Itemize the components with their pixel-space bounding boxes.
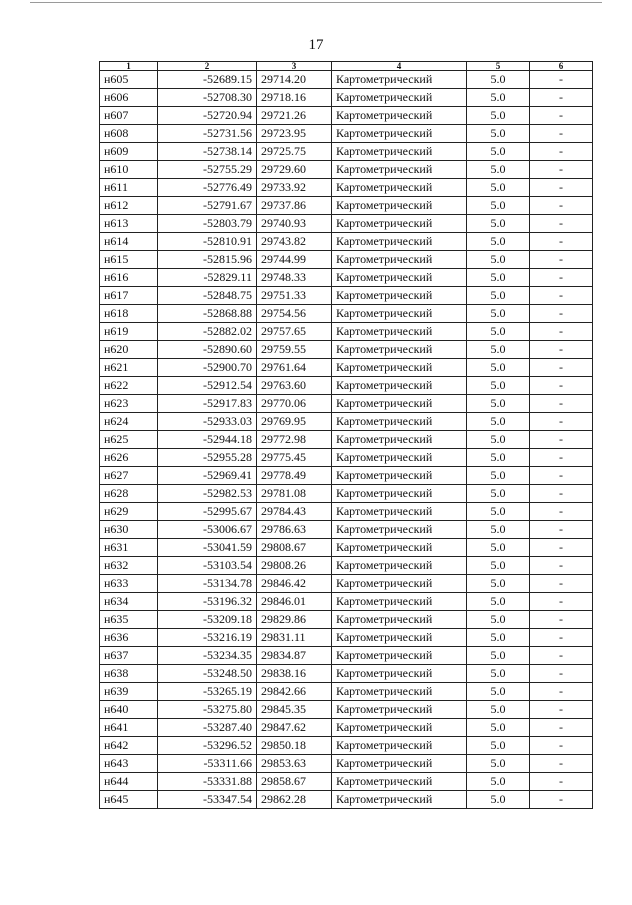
point-id-cell: н635: [100, 611, 158, 629]
method-cell: Картометрический: [332, 71, 467, 89]
point-id-cell: н613: [100, 215, 158, 233]
accuracy-cell: 5.0: [467, 485, 530, 503]
method-cell: Картометрический: [332, 413, 467, 431]
x-coordinate-cell: -52848.75: [158, 287, 257, 305]
note-cell: -: [530, 485, 593, 503]
column-header-6: 6: [530, 62, 593, 71]
method-cell: Картометрический: [332, 593, 467, 611]
method-cell: Картометрический: [332, 161, 467, 179]
point-id-cell: н638: [100, 665, 158, 683]
point-id-cell: н622: [100, 377, 158, 395]
note-cell: -: [530, 683, 593, 701]
accuracy-cell: 5.0: [467, 323, 530, 341]
method-cell: Картометрический: [332, 125, 467, 143]
x-coordinate-cell: -53347.54: [158, 791, 257, 809]
note-cell: -: [530, 359, 593, 377]
note-cell: -: [530, 89, 593, 107]
table-row: [100, 269, 593, 287]
method-cell: Картометрический: [332, 305, 467, 323]
method-cell: Картометрический: [332, 503, 467, 521]
method-cell: Картометрический: [332, 701, 467, 719]
accuracy-cell: 5.0: [467, 89, 530, 107]
x-coordinate-cell: -52829.11: [158, 269, 257, 287]
y-coordinate-cell: 29772.98: [257, 431, 332, 449]
x-coordinate-cell: -52738.14: [158, 143, 257, 161]
y-coordinate-cell: 29808.26: [257, 557, 332, 575]
accuracy-cell: 5.0: [467, 719, 530, 737]
method-cell: Картометрический: [332, 341, 467, 359]
point-id-cell: н607: [100, 107, 158, 125]
table-row: [100, 701, 593, 719]
point-id-cell: н628: [100, 485, 158, 503]
table-row: [100, 71, 593, 89]
x-coordinate-cell: -53216.19: [158, 629, 257, 647]
note-cell: -: [530, 755, 593, 773]
method-cell: Картометрический: [332, 467, 467, 485]
table-row: [100, 539, 593, 557]
note-cell: -: [530, 395, 593, 413]
note-cell: -: [530, 305, 593, 323]
note-cell: -: [530, 377, 593, 395]
note-cell: -: [530, 539, 593, 557]
x-coordinate-cell: -53275.80: [158, 701, 257, 719]
x-coordinate-cell: -52803.79: [158, 215, 257, 233]
y-coordinate-cell: 29743.82: [257, 233, 332, 251]
table-row: [100, 161, 593, 179]
point-id-cell: н626: [100, 449, 158, 467]
x-coordinate-cell: -52955.28: [158, 449, 257, 467]
accuracy-cell: 5.0: [467, 161, 530, 179]
x-coordinate-cell: -52882.02: [158, 323, 257, 341]
point-id-cell: н617: [100, 287, 158, 305]
method-cell: Картометрический: [332, 557, 467, 575]
method-cell: Картометрический: [332, 449, 467, 467]
y-coordinate-cell: 29723.95: [257, 125, 332, 143]
note-cell: -: [530, 575, 593, 593]
point-id-cell: н642: [100, 737, 158, 755]
x-coordinate-cell: -52890.60: [158, 341, 257, 359]
accuracy-cell: 5.0: [467, 341, 530, 359]
accuracy-cell: 5.0: [467, 737, 530, 755]
table-row: [100, 737, 593, 755]
note-cell: -: [530, 647, 593, 665]
y-coordinate-cell: 29759.55: [257, 341, 332, 359]
accuracy-cell: 5.0: [467, 197, 530, 215]
table-row: [100, 197, 593, 215]
x-coordinate-cell: -52720.94: [158, 107, 257, 125]
note-cell: -: [530, 629, 593, 647]
method-cell: Картометрический: [332, 629, 467, 647]
point-id-cell: н609: [100, 143, 158, 161]
table-body: [100, 71, 593, 809]
y-coordinate-cell: 29775.45: [257, 449, 332, 467]
accuracy-cell: 5.0: [467, 467, 530, 485]
y-coordinate-cell: 29761.64: [257, 359, 332, 377]
accuracy-cell: 5.0: [467, 575, 530, 593]
x-coordinate-cell: -52944.18: [158, 431, 257, 449]
table-row: [100, 305, 593, 323]
x-coordinate-cell: -53041.59: [158, 539, 257, 557]
point-id-cell: н643: [100, 755, 158, 773]
note-cell: -: [530, 737, 593, 755]
point-id-cell: н623: [100, 395, 158, 413]
x-coordinate-cell: -52912.54: [158, 377, 257, 395]
x-coordinate-cell: -52868.88: [158, 305, 257, 323]
method-cell: Картометрический: [332, 107, 467, 125]
table-row: [100, 125, 593, 143]
method-cell: Картометрический: [332, 539, 467, 557]
method-cell: Картометрический: [332, 521, 467, 539]
note-cell: -: [530, 449, 593, 467]
point-id-cell: н636: [100, 629, 158, 647]
table-row: [100, 791, 593, 809]
point-id-cell: н621: [100, 359, 158, 377]
y-coordinate-cell: 29808.67: [257, 539, 332, 557]
note-cell: -: [530, 593, 593, 611]
table-row: [100, 413, 593, 431]
point-id-cell: н616: [100, 269, 158, 287]
note-cell: -: [530, 215, 593, 233]
y-coordinate-cell: 29850.18: [257, 737, 332, 755]
y-coordinate-cell: 29725.75: [257, 143, 332, 161]
y-coordinate-cell: 29834.87: [257, 647, 332, 665]
table-row: [100, 773, 593, 791]
x-coordinate-cell: -53103.54: [158, 557, 257, 575]
y-coordinate-cell: 29846.42: [257, 575, 332, 593]
note-cell: -: [530, 143, 593, 161]
table-row: [100, 557, 593, 575]
column-header-3: 3: [257, 62, 332, 71]
x-coordinate-cell: -52969.41: [158, 467, 257, 485]
accuracy-cell: 5.0: [467, 539, 530, 557]
method-cell: Картометрический: [332, 287, 467, 305]
table-row: [100, 719, 593, 737]
x-coordinate-cell: -52731.56: [158, 125, 257, 143]
accuracy-cell: 5.0: [467, 233, 530, 251]
y-coordinate-cell: 29763.60: [257, 377, 332, 395]
point-id-cell: н644: [100, 773, 158, 791]
point-id-cell: н610: [100, 161, 158, 179]
y-coordinate-cell: 29748.33: [257, 269, 332, 287]
point-id-cell: н611: [100, 179, 158, 197]
table-row: [100, 755, 593, 773]
accuracy-cell: 5.0: [467, 503, 530, 521]
method-cell: Картометрический: [332, 359, 467, 377]
accuracy-cell: 5.0: [467, 125, 530, 143]
point-id-cell: н624: [100, 413, 158, 431]
method-cell: Картометрический: [332, 197, 467, 215]
table-row: [100, 521, 593, 539]
table-row: [100, 467, 593, 485]
table-row: [100, 575, 593, 593]
x-coordinate-cell: -52815.96: [158, 251, 257, 269]
y-coordinate-cell: 29729.60: [257, 161, 332, 179]
y-coordinate-cell: 29778.49: [257, 467, 332, 485]
point-id-cell: н640: [100, 701, 158, 719]
y-coordinate-cell: 29733.92: [257, 179, 332, 197]
table-row: [100, 593, 593, 611]
x-coordinate-cell: -53209.18: [158, 611, 257, 629]
accuracy-cell: 5.0: [467, 773, 530, 791]
table-row: [100, 323, 593, 341]
y-coordinate-cell: 29853.63: [257, 755, 332, 773]
y-coordinate-cell: 29786.63: [257, 521, 332, 539]
method-cell: Картометрический: [332, 683, 467, 701]
table-row: [100, 179, 593, 197]
method-cell: Картометрический: [332, 89, 467, 107]
y-coordinate-cell: 29847.62: [257, 719, 332, 737]
header-row: [100, 62, 593, 71]
note-cell: -: [530, 233, 593, 251]
x-coordinate-cell: -53287.40: [158, 719, 257, 737]
method-cell: Картометрический: [332, 233, 467, 251]
point-id-cell: н620: [100, 341, 158, 359]
x-coordinate-cell: -52810.91: [158, 233, 257, 251]
note-cell: -: [530, 611, 593, 629]
y-coordinate-cell: 29862.28: [257, 791, 332, 809]
table-row: [100, 503, 593, 521]
y-coordinate-cell: 29784.43: [257, 503, 332, 521]
method-cell: Картометрический: [332, 719, 467, 737]
note-cell: -: [530, 287, 593, 305]
method-cell: Картометрический: [332, 251, 467, 269]
table-row: [100, 683, 593, 701]
note-cell: -: [530, 665, 593, 683]
accuracy-cell: 5.0: [467, 593, 530, 611]
note-cell: -: [530, 107, 593, 125]
y-coordinate-cell: 29744.99: [257, 251, 332, 269]
note-cell: -: [530, 125, 593, 143]
x-coordinate-cell: -53248.50: [158, 665, 257, 683]
column-header-5: 5: [467, 62, 530, 71]
note-cell: -: [530, 773, 593, 791]
x-coordinate-cell: -52933.03: [158, 413, 257, 431]
accuracy-cell: 5.0: [467, 395, 530, 413]
column-header-4: 4: [332, 62, 467, 71]
table-row: [100, 611, 593, 629]
point-id-cell: н619: [100, 323, 158, 341]
point-id-cell: н630: [100, 521, 158, 539]
y-coordinate-cell: 29751.33: [257, 287, 332, 305]
y-coordinate-cell: 29769.95: [257, 413, 332, 431]
x-coordinate-cell: -53331.88: [158, 773, 257, 791]
x-coordinate-cell: -53196.32: [158, 593, 257, 611]
note-cell: -: [530, 161, 593, 179]
accuracy-cell: 5.0: [467, 269, 530, 287]
accuracy-cell: 5.0: [467, 683, 530, 701]
point-id-cell: н612: [100, 197, 158, 215]
method-cell: Картометрический: [332, 755, 467, 773]
note-cell: -: [530, 557, 593, 575]
note-cell: -: [530, 269, 593, 287]
y-coordinate-cell: 29846.01: [257, 593, 332, 611]
table-row: [100, 107, 593, 125]
note-cell: -: [530, 251, 593, 269]
y-coordinate-cell: 29757.65: [257, 323, 332, 341]
method-cell: Картометрический: [332, 395, 467, 413]
column-header-2: 2: [158, 62, 257, 71]
x-coordinate-cell: -52982.53: [158, 485, 257, 503]
table-row: [100, 395, 593, 413]
y-coordinate-cell: 29754.56: [257, 305, 332, 323]
point-id-cell: н618: [100, 305, 158, 323]
x-coordinate-cell: -53265.19: [158, 683, 257, 701]
accuracy-cell: 5.0: [467, 647, 530, 665]
point-id-cell: н634: [100, 593, 158, 611]
note-cell: -: [530, 179, 593, 197]
accuracy-cell: 5.0: [467, 287, 530, 305]
accuracy-cell: 5.0: [467, 665, 530, 683]
y-coordinate-cell: 29842.66: [257, 683, 332, 701]
table-row: [100, 359, 593, 377]
x-coordinate-cell: -53296.52: [158, 737, 257, 755]
y-coordinate-cell: 29858.67: [257, 773, 332, 791]
table-row: [100, 665, 593, 683]
y-coordinate-cell: 29770.06: [257, 395, 332, 413]
table-row: [100, 143, 593, 161]
page-top-edge: [30, 2, 602, 3]
table-row: [100, 341, 593, 359]
point-id-cell: н606: [100, 89, 158, 107]
x-coordinate-cell: -53311.66: [158, 755, 257, 773]
accuracy-cell: 5.0: [467, 557, 530, 575]
method-cell: Картометрический: [332, 215, 467, 233]
y-coordinate-cell: 29831.11: [257, 629, 332, 647]
accuracy-cell: 5.0: [467, 791, 530, 809]
column-header-1: 1: [100, 62, 158, 71]
x-coordinate-cell: -52995.67: [158, 503, 257, 521]
accuracy-cell: 5.0: [467, 449, 530, 467]
table-row: [100, 233, 593, 251]
table-row: [100, 485, 593, 503]
table-row: [100, 377, 593, 395]
point-id-cell: н639: [100, 683, 158, 701]
method-cell: Картометрический: [332, 179, 467, 197]
x-coordinate-cell: -52900.70: [158, 359, 257, 377]
accuracy-cell: 5.0: [467, 359, 530, 377]
accuracy-cell: 5.0: [467, 413, 530, 431]
accuracy-cell: 5.0: [467, 521, 530, 539]
note-cell: -: [530, 341, 593, 359]
note-cell: -: [530, 467, 593, 485]
accuracy-cell: 5.0: [467, 107, 530, 125]
accuracy-cell: 5.0: [467, 629, 530, 647]
point-id-cell: н645: [100, 791, 158, 809]
method-cell: Картометрический: [332, 647, 467, 665]
point-id-cell: н641: [100, 719, 158, 737]
note-cell: -: [530, 431, 593, 449]
table-row: [100, 215, 593, 233]
accuracy-cell: 5.0: [467, 251, 530, 269]
accuracy-cell: 5.0: [467, 755, 530, 773]
point-id-cell: н632: [100, 557, 158, 575]
point-id-cell: н629: [100, 503, 158, 521]
accuracy-cell: 5.0: [467, 179, 530, 197]
x-coordinate-cell: -52791.67: [158, 197, 257, 215]
point-id-cell: н608: [100, 125, 158, 143]
point-id-cell: н625: [100, 431, 158, 449]
note-cell: -: [530, 197, 593, 215]
x-coordinate-cell: -52776.49: [158, 179, 257, 197]
note-cell: -: [530, 521, 593, 539]
point-id-cell: н633: [100, 575, 158, 593]
method-cell: Картометрический: [332, 791, 467, 809]
method-cell: Картометрический: [332, 323, 467, 341]
table-row: [100, 287, 593, 305]
table-row: [100, 647, 593, 665]
x-coordinate-cell: -53234.35: [158, 647, 257, 665]
y-coordinate-cell: 29829.86: [257, 611, 332, 629]
coordinates-table: [99, 61, 593, 809]
note-cell: -: [530, 701, 593, 719]
y-coordinate-cell: 29781.08: [257, 485, 332, 503]
x-coordinate-cell: -52917.83: [158, 395, 257, 413]
note-cell: -: [530, 719, 593, 737]
y-coordinate-cell: 29718.16: [257, 89, 332, 107]
accuracy-cell: 5.0: [467, 305, 530, 323]
method-cell: Картометрический: [332, 377, 467, 395]
y-coordinate-cell: 29740.93: [257, 215, 332, 233]
point-id-cell: н614: [100, 233, 158, 251]
method-cell: Картометрический: [332, 611, 467, 629]
point-id-cell: н615: [100, 251, 158, 269]
note-cell: -: [530, 503, 593, 521]
method-cell: Картометрический: [332, 575, 467, 593]
method-cell: Картометрический: [332, 431, 467, 449]
note-cell: -: [530, 323, 593, 341]
method-cell: Картометрический: [332, 485, 467, 503]
method-cell: Картометрический: [332, 773, 467, 791]
method-cell: Картометрический: [332, 737, 467, 755]
x-coordinate-cell: -52689.15: [158, 71, 257, 89]
accuracy-cell: 5.0: [467, 71, 530, 89]
accuracy-cell: 5.0: [467, 701, 530, 719]
y-coordinate-cell: 29838.16: [257, 665, 332, 683]
x-coordinate-cell: -53134.78: [158, 575, 257, 593]
method-cell: Картометрический: [332, 143, 467, 161]
note-cell: -: [530, 71, 593, 89]
accuracy-cell: 5.0: [467, 143, 530, 161]
table-row: [100, 629, 593, 647]
y-coordinate-cell: 29714.20: [257, 71, 332, 89]
point-id-cell: н637: [100, 647, 158, 665]
y-coordinate-cell: 29721.26: [257, 107, 332, 125]
x-coordinate-cell: -52755.29: [158, 161, 257, 179]
table-row: [100, 251, 593, 269]
accuracy-cell: 5.0: [467, 377, 530, 395]
note-cell: -: [530, 791, 593, 809]
y-coordinate-cell: 29737.86: [257, 197, 332, 215]
accuracy-cell: 5.0: [467, 431, 530, 449]
x-coordinate-cell: -53006.67: [158, 521, 257, 539]
x-coordinate-cell: -52708.30: [158, 89, 257, 107]
accuracy-cell: 5.0: [467, 215, 530, 233]
table-row: [100, 89, 593, 107]
table-row: [100, 431, 593, 449]
note-cell: -: [530, 413, 593, 431]
y-coordinate-cell: 29845.35: [257, 701, 332, 719]
point-id-cell: н605: [100, 71, 158, 89]
method-cell: Картометрический: [332, 269, 467, 287]
accuracy-cell: 5.0: [467, 611, 530, 629]
table-row: [100, 449, 593, 467]
point-id-cell: н631: [100, 539, 158, 557]
page-number: 17: [308, 37, 324, 53]
method-cell: Картометрический: [332, 665, 467, 683]
point-id-cell: н627: [100, 467, 158, 485]
